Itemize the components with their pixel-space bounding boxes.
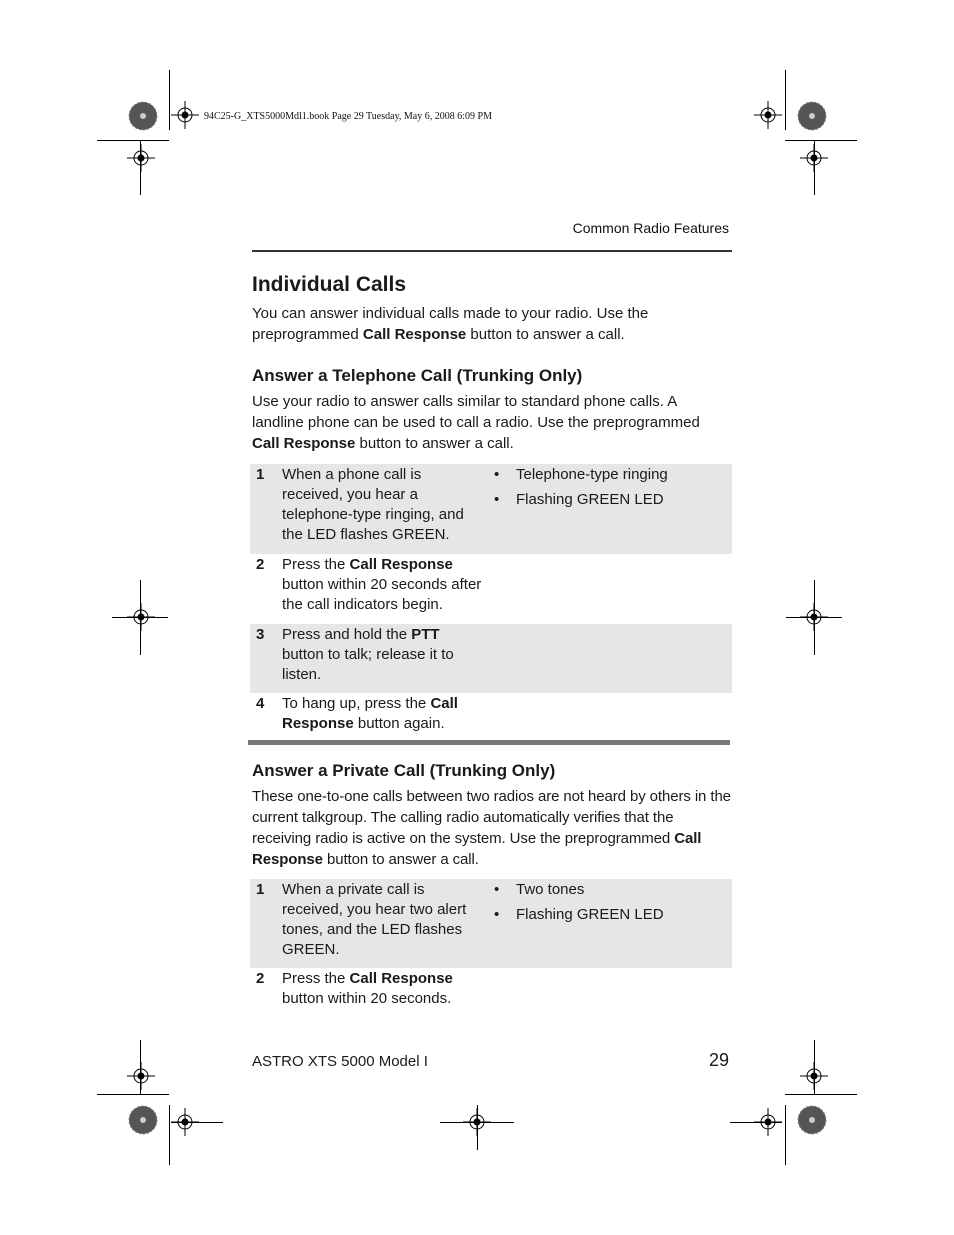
step-number: 3: [256, 626, 265, 643]
indicator-text: Flashing GREEN LED: [516, 906, 664, 923]
rosette-mark-top-right: [797, 101, 827, 131]
private-intro: [252, 786, 732, 870]
step-number: 4: [256, 695, 265, 712]
crop-line: [97, 1094, 169, 1095]
crop-line: [171, 1122, 223, 1123]
step-text: To hang up, press the Call Response button again.: [282, 695, 458, 732]
registration-mark: [171, 101, 199, 129]
list-item: • Telephone-type ringing: [494, 466, 668, 483]
intro-text: Use your radio to answer calls similar to standard phone calls. A landline phone can be used to call a radio. Use the preprogrammed: [252, 393, 700, 431]
page-number: 29: [708, 1050, 729, 1070]
table-row: [250, 968, 732, 1015]
intro-bold-text: Call Response: [362, 326, 467, 343]
private-call-heading: Answer a Private Call (Trunking Only): [252, 761, 556, 780]
print-slug: 94C25-G_XTS5000Mdl1.book Page 29 Tuesday, May 6, 2008 6:09 PM: [204, 111, 492, 122]
step-number: 1: [256, 466, 265, 483]
crop-line: [785, 1094, 857, 1095]
indicator-text: Flashing GREEN LED: [516, 491, 664, 508]
step-text: When a private call is received, you hear two alert tones, and the LED flashes GREEN.: [282, 881, 467, 958]
running-head: Common Radio Features: [572, 220, 729, 236]
header-rule: [252, 250, 732, 252]
main-content: [252, 270, 732, 1015]
intro-bold-text: Call Response: [252, 435, 356, 452]
crop-line: [730, 1122, 782, 1123]
telephone-call-heading: Answer a Telephone Call (Trunking Only): [252, 366, 583, 385]
crop-line: [477, 1105, 478, 1150]
step-number: 2: [256, 556, 265, 573]
step-indicators: [482, 880, 712, 968]
crop-line: [814, 1040, 815, 1095]
intro-text: You can answer individual calls made to your radio. Use the preprogrammed: [252, 305, 649, 343]
rosette-mark-top-left: [128, 101, 158, 131]
crop-line: [140, 140, 141, 195]
table-row: [250, 693, 732, 740]
registration-mark: [754, 101, 782, 129]
step-indicators: [482, 465, 712, 554]
intro-text-end: button to answer a call.: [355, 435, 514, 452]
footer-product-name: ASTRO XTS 5000 Model I: [252, 1053, 428, 1070]
intro-text-end: button to answer a call.: [322, 851, 479, 868]
rosette-mark-bottom-right: [797, 1105, 827, 1135]
step-text: Press and hold the PTT button to talk; release it to listen.: [282, 626, 454, 683]
private-steps-table: [250, 879, 732, 1015]
section-title: Individual Calls: [252, 273, 407, 296]
telephone-steps-table: [250, 464, 732, 745]
crop-line: [169, 70, 170, 130]
section-intro: [252, 303, 732, 345]
step-number: 1: [256, 881, 265, 898]
intro-bold-text: Call Response: [252, 830, 702, 868]
crop-line: [785, 140, 857, 141]
crop-line: [814, 140, 815, 195]
indicator-text: Telephone-type ringing: [516, 466, 668, 483]
crop-line: [169, 1105, 170, 1165]
list-item: • Flashing GREEN LED: [494, 491, 664, 508]
crop-line: [785, 1105, 786, 1165]
crop-line: [786, 617, 842, 618]
table-end-rule: [248, 740, 730, 745]
indicator-text: Two tones: [516, 881, 585, 898]
registration-mark: [127, 144, 155, 172]
rosette-mark-bottom-left: [128, 1105, 158, 1135]
intro-text-end: button to answer a call.: [466, 326, 625, 343]
table-row: [250, 624, 732, 693]
crop-line: [785, 70, 786, 130]
list-item: • Flashing GREEN LED: [494, 906, 664, 923]
step-number: 2: [256, 970, 265, 987]
telephone-intro: [252, 391, 726, 454]
table-row: [250, 464, 732, 554]
step-text: Press the Call Response button within 20 seconds.: [282, 970, 453, 1007]
step-text: Press the Call Response button within 20 seconds after the call indicators begin.: [282, 556, 482, 613]
table-row: [250, 879, 732, 968]
crop-line: [112, 617, 168, 618]
list-item: • Two tones: [494, 881, 585, 898]
registration-mark: [127, 1062, 155, 1090]
step-text: When a phone call is received, you hear a telephone-type ringing, and the LED flashes GREEN.: [282, 466, 464, 543]
table-row: [250, 554, 732, 624]
crop-line: [97, 140, 169, 141]
intro-text: These one-to-one calls between two radios are not heard by others in the current talkgroup. The calling radio automatically verifies that the receiving radio is active on the system. Use the preprogrammed: [252, 788, 731, 847]
crop-line: [140, 1040, 141, 1095]
